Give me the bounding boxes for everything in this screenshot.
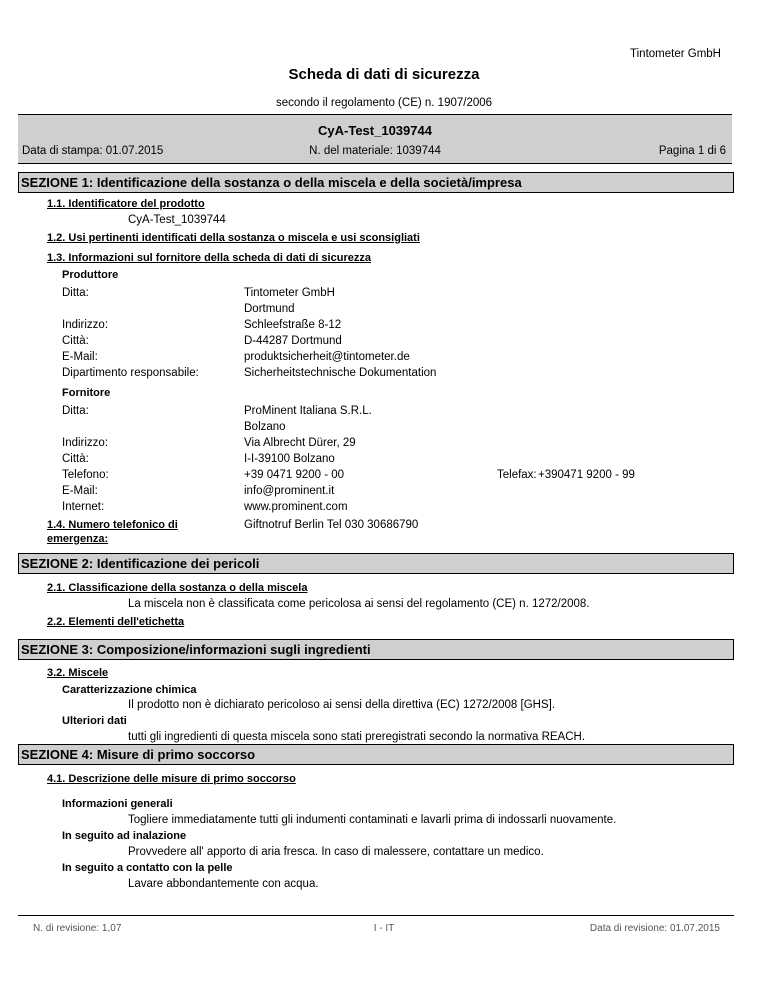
supplier-fax-value: +390471 9200 - 99 xyxy=(538,469,635,481)
document-title: Scheda di dati di sicurezza xyxy=(288,66,480,83)
supplier-city-label: Città: xyxy=(62,453,89,465)
producer-company-location: Dortmund xyxy=(244,303,295,315)
subsection-1-2-title: 1.2. Usi pertinenti identificati della sostanza o miscela e usi sconsigliati xyxy=(47,232,420,244)
supplier-fax-label: Telefax: xyxy=(497,469,537,481)
material-number: N. del materiale: 1039744 xyxy=(309,145,441,157)
subsection-1-1-title: 1.1. Identificatore del prodotto xyxy=(47,198,205,210)
supplier-heading: Fornitore xyxy=(62,387,111,399)
skin-contact-value: Lavare abbondantemente con acqua. xyxy=(128,878,319,890)
revision-number: N. di revisione: 1,07 xyxy=(33,923,122,934)
producer-city-label: Città: xyxy=(62,335,89,347)
producer-address-label: Indirizzo: xyxy=(62,319,109,331)
classification-value: La miscela non è classificata come pericolosa ai sensi del regolamento (CE) n. 1272/2008. xyxy=(128,598,590,610)
producer-heading: Produttore xyxy=(62,269,119,281)
subsection-1-4-title: 1.4. Numero telefonico di xyxy=(47,519,178,531)
company-name: Tintometer GmbH xyxy=(630,48,721,60)
page-number: Pagina 1 di 6 xyxy=(658,145,726,157)
supplier-internet-label: Internet: xyxy=(62,501,105,513)
subsection-3-2-title: 3.2. Miscele xyxy=(47,667,109,679)
product-name: CyA-Test_1039744 xyxy=(318,123,432,138)
producer-company-value: Tintometer GmbH xyxy=(244,287,335,299)
supplier-phone-value: +39 0471 9200 - 00 xyxy=(244,469,345,481)
supplier-address-value: Via Albrecht Dürer, 29 xyxy=(244,437,356,449)
emergency-phone-value: Giftnotruf Berlin Tel 030 30686790 xyxy=(244,519,419,531)
supplier-company-label: Ditta: xyxy=(62,405,89,417)
general-info-label: Informazioni generali xyxy=(62,798,173,810)
product-header-box xyxy=(18,114,732,164)
section-2-header: SEZIONE 2: Identificazione dei pericoli xyxy=(18,553,734,574)
supplier-phone-label: Telefono: xyxy=(62,469,109,481)
supplier-city-value: I-I-39100 Bolzano xyxy=(244,453,335,465)
chemical-characterization-label: Caratterizzazione chimica xyxy=(62,684,197,696)
producer-company-label: Ditta: xyxy=(62,287,89,299)
subsection-1-3-title: 1.3. Informazioni sul fornitore della scheda di dati di sicurezza xyxy=(47,252,371,264)
subsection-4-1-title: 4.1. Descrizione delle misure di primo soccorso xyxy=(47,773,296,785)
further-data-label: Ulteriori dati xyxy=(62,715,127,727)
supplier-company-location: Bolzano xyxy=(244,421,286,433)
producer-email-label: E-Mail: xyxy=(62,351,98,363)
producer-department-label: Dipartimento responsabile: xyxy=(62,367,199,379)
subsection-2-2-title: 2.2. Elementi dell'etichetta xyxy=(47,616,185,628)
revision-date: Data di revisione: 01.07.2015 xyxy=(589,923,720,934)
producer-address-value: Schleefstraße 8-12 xyxy=(244,319,342,331)
supplier-email-value: info@prominent.it xyxy=(244,485,335,497)
subsection-2-1-title: 2.1. Classificazione della sostanza o della miscela xyxy=(47,582,308,594)
chemical-characterization-value: Il prodotto non è dichiarato pericoloso ai sensi della direttiva (EC) 1272/2008 [GHS]. xyxy=(128,699,556,711)
subsection-1-4-title-cont: emergenza: xyxy=(47,533,109,545)
section-3-header: SEZIONE 3: Composizione/informazioni sugli ingredienti xyxy=(18,639,734,660)
document-subtitle: secondo il regolamento (CE) n. 1907/2006 xyxy=(275,97,493,109)
inhalation-label: In seguito ad inalazione xyxy=(62,830,187,842)
supplier-address-label: Indirizzo: xyxy=(62,437,109,449)
skin-contact-label: In seguito a contatto con la pelle xyxy=(62,862,233,874)
section-1-header: SEZIONE 1: Identificazione della sostanza o della miscela e della società/impresa xyxy=(18,172,734,193)
supplier-company-value: ProMinent Italiana S.R.L. xyxy=(244,405,372,417)
supplier-internet-value: www.prominent.com xyxy=(244,501,348,513)
producer-department-value: Sicherheitstechnische Dokumentation xyxy=(244,367,437,379)
general-info-value: Togliere immediatamente tutti gli indumenti contaminati e lavarli prima di indossarli nuovamente. xyxy=(128,814,617,826)
further-data-value: tutti gli ingredienti di questa miscela sono stati preregistrati secondo la normativa REACH. xyxy=(128,731,586,743)
producer-email-value: produktsicherheit@tintometer.de xyxy=(244,351,410,363)
section-4-header: SEZIONE 4: Misure di primo soccorso xyxy=(18,744,734,765)
inhalation-value: Provvedere all' apporto di aria fresca. In caso di malessere, contattare un medico. xyxy=(128,846,544,858)
producer-city-value: D-44287 Dortmund xyxy=(244,335,342,347)
footer-divider xyxy=(18,915,734,916)
locale-code: I - IT xyxy=(373,923,395,934)
supplier-email-label: E-Mail: xyxy=(62,485,98,497)
print-date: Data di stampa: 01.07.2015 xyxy=(22,145,164,157)
product-identifier-value: CyA-Test_1039744 xyxy=(128,214,226,226)
